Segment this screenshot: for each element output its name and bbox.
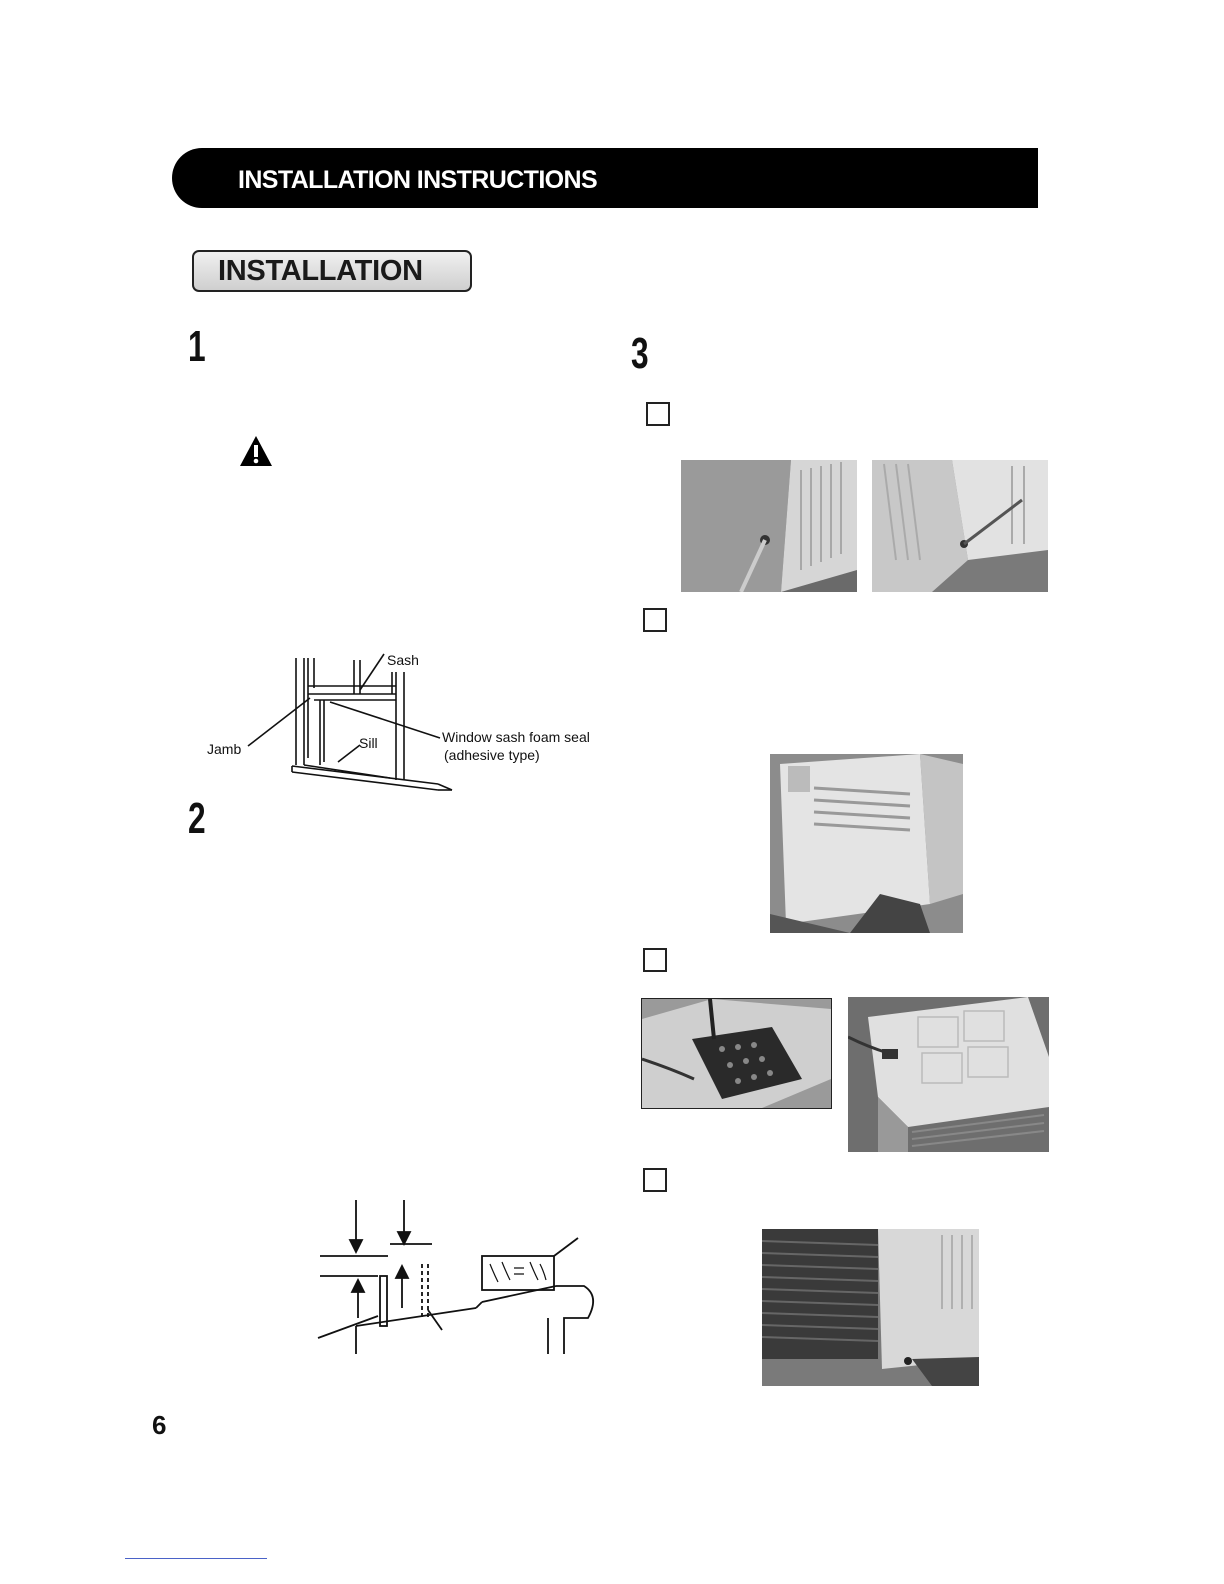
empty-checkbox-icon (646, 402, 670, 426)
empty-checkbox-icon (643, 608, 667, 632)
unit-top-wiring-photo (848, 997, 1049, 1152)
section-tab (192, 250, 472, 292)
front-grille-removal-photo (770, 754, 963, 933)
rear-screw-photo (762, 1229, 979, 1386)
step-number-1: 1 (188, 322, 206, 371)
section-tab-label: INSTALLATION (218, 255, 423, 287)
label-jamb: Jamb (207, 741, 242, 757)
page-number: 6 (152, 1410, 167, 1440)
step-number-3: 3 (631, 329, 649, 378)
sill-mounting-diagram (316, 1198, 606, 1363)
cabinet-screw-right-photo (872, 460, 1048, 592)
label-adhesive-type: (adhesive type) (444, 747, 540, 763)
page-header-title: INSTALLATION INSTRUCTIONS (238, 166, 598, 194)
label-sill: Sill (359, 735, 378, 751)
label-sash: Sash (387, 652, 419, 668)
label-foam-seal: Window sash foam seal (442, 729, 590, 745)
step-number-2: 2 (188, 794, 206, 843)
warning-triangle-icon (238, 434, 274, 473)
cabinet-screw-left-photo (681, 460, 857, 592)
empty-checkbox-icon (643, 1168, 667, 1192)
control-panel-photo (641, 998, 832, 1109)
empty-checkbox-icon (643, 948, 667, 972)
footer-link-underline[interactable] (125, 1558, 267, 1559)
window-sash-diagram (200, 650, 470, 805)
